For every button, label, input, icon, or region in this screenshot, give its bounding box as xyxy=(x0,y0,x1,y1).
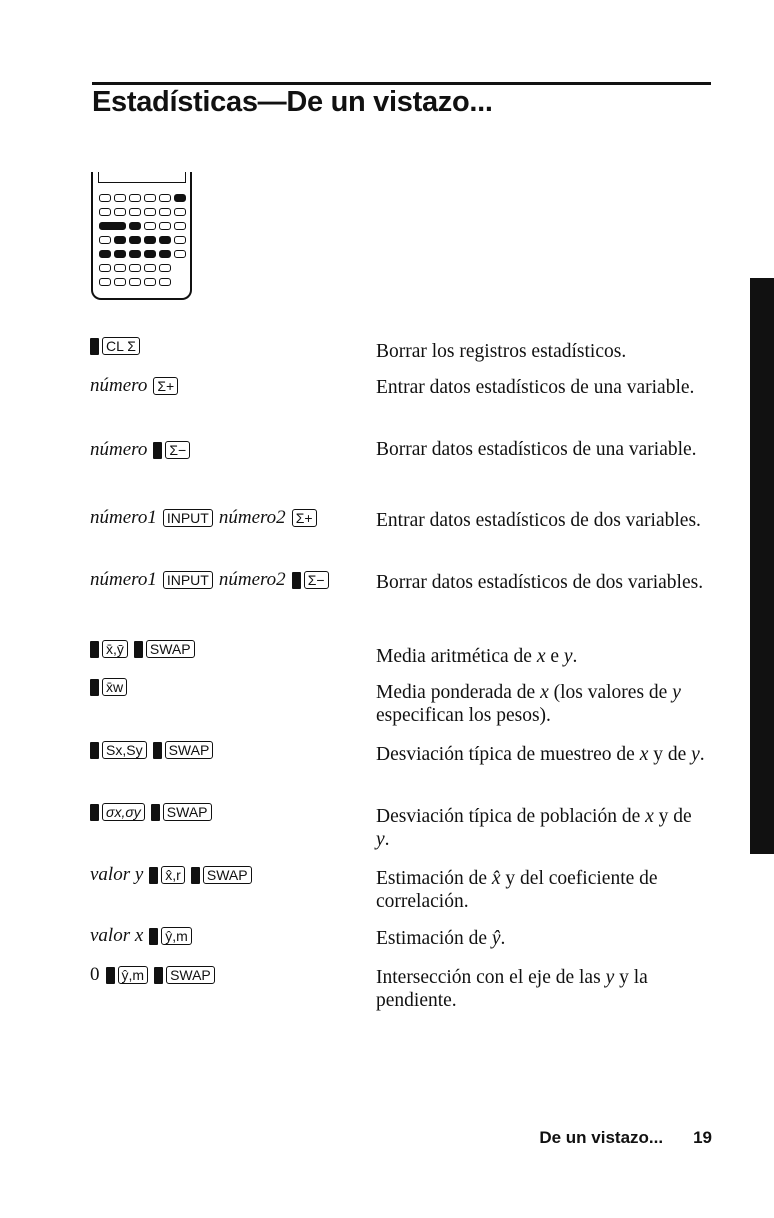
description: Borrar datos estadísticos de dos variables. xyxy=(376,572,704,593)
shift-key-icon xyxy=(90,804,99,821)
description: Entrar datos estadísticos de dos variables. xyxy=(376,510,701,531)
keypad-row xyxy=(99,208,186,216)
description: Desviación típica de población de x y de y. xyxy=(376,806,692,850)
swap-key: SWAP xyxy=(166,966,215,984)
sigma-minus-key: Σ− xyxy=(165,441,190,459)
keystroke-delete-two-var xyxy=(90,569,329,591)
weighted-mean-key: x̄w xyxy=(102,678,127,696)
keystroke-enter-one-var xyxy=(90,375,178,397)
keystroke-population-std-dev xyxy=(90,803,212,821)
shift-key-icon xyxy=(191,867,200,884)
keypad-row xyxy=(99,222,186,230)
x-estimate-key: x̂,r xyxy=(161,866,185,884)
keystroke-sample-std-dev xyxy=(90,741,213,759)
population-std-dev-key: σx,σy xyxy=(102,803,145,821)
keypad-row xyxy=(99,250,186,258)
description: Borrar los registros estadísticos. xyxy=(376,341,627,362)
swap-key: SWAP xyxy=(203,866,252,884)
shift-key-icon xyxy=(90,641,99,658)
shift-key-icon xyxy=(154,967,163,984)
footer-section-title: De un vistazo... xyxy=(539,1128,664,1147)
swap-key: SWAP xyxy=(146,640,195,658)
keystroke-estimate-y xyxy=(90,925,192,947)
swap-key: SWAP xyxy=(163,803,212,821)
input-key: INPUT xyxy=(163,509,213,527)
description: Media ponderada de x (los valores de y especifican los pesos). xyxy=(376,682,681,726)
description: Desviación típica de muestreo de x y de y. xyxy=(376,744,705,765)
shift-key-icon xyxy=(149,867,158,884)
page-number: 19 xyxy=(693,1128,712,1147)
sigma-plus-key: Σ+ xyxy=(292,509,317,527)
sigma-plus-key: Σ+ xyxy=(153,377,178,395)
shift-key-icon xyxy=(292,572,301,589)
shift-key-icon xyxy=(90,742,99,759)
keystroke-delete-one-var xyxy=(90,439,190,461)
argument-label: número xyxy=(90,439,148,460)
description: Media aritmética de x e y. xyxy=(376,646,578,667)
shift-key-icon xyxy=(153,742,162,759)
keystroke-clear-stats xyxy=(90,337,140,355)
shift-key-icon xyxy=(151,804,160,821)
argument-label: número1 xyxy=(90,507,157,528)
keypad-row xyxy=(99,236,186,244)
keystroke-intercept-slope xyxy=(90,964,215,986)
shift-key-icon xyxy=(106,967,115,984)
swap-key: SWAP xyxy=(165,741,214,759)
shift-key-icon xyxy=(90,338,99,355)
description: Estimación de x̂ y del coeficiente de correlación. xyxy=(376,868,658,912)
argument-label: número2 xyxy=(218,569,286,590)
keystroke-estimate-x xyxy=(90,864,252,886)
description: Entrar datos estadísticos de una variable. xyxy=(376,377,695,398)
section-tab-marker xyxy=(750,278,774,854)
shift-key-icon xyxy=(134,641,143,658)
argument-label: número2 xyxy=(218,507,286,528)
description: Borrar datos estadísticos de una variable. xyxy=(376,439,697,460)
keypad-row xyxy=(99,264,171,272)
mean-key: x̄,ȳ xyxy=(102,640,128,658)
top-rule xyxy=(92,82,711,85)
cl-sigma-key: CL Σ xyxy=(102,337,140,355)
argument-label: valor x xyxy=(90,925,144,946)
keystroke-mean xyxy=(90,640,195,658)
keypad-row xyxy=(99,194,186,202)
input-key: INPUT xyxy=(163,571,213,589)
sigma-minus-key: Σ− xyxy=(304,571,329,589)
argument-label: número1 xyxy=(90,569,157,590)
calculator-keypad-icon xyxy=(91,172,192,300)
page-title: Estadísticas—De un vistazo... xyxy=(92,86,493,118)
description: Estimación de ŷ. xyxy=(376,928,506,949)
argument-label: número xyxy=(90,375,148,396)
y-estimate-key: ŷ,m xyxy=(118,966,149,984)
keystroke-enter-two-var xyxy=(90,507,317,529)
shift-key-icon xyxy=(153,442,162,459)
sample-std-dev-key: Sx,Sy xyxy=(102,741,147,759)
keystroke-weighted-mean xyxy=(90,678,127,696)
page-footer xyxy=(539,1128,712,1148)
shift-key-icon xyxy=(149,928,158,945)
argument-label: valor y xyxy=(90,864,144,885)
argument-label: 0 xyxy=(90,964,100,985)
shift-key-icon xyxy=(90,679,99,696)
keypad-row xyxy=(99,278,171,286)
description: Intersección con el eje de las y y la pendiente. xyxy=(376,967,648,1011)
y-estimate-key: ŷ,m xyxy=(161,927,192,945)
